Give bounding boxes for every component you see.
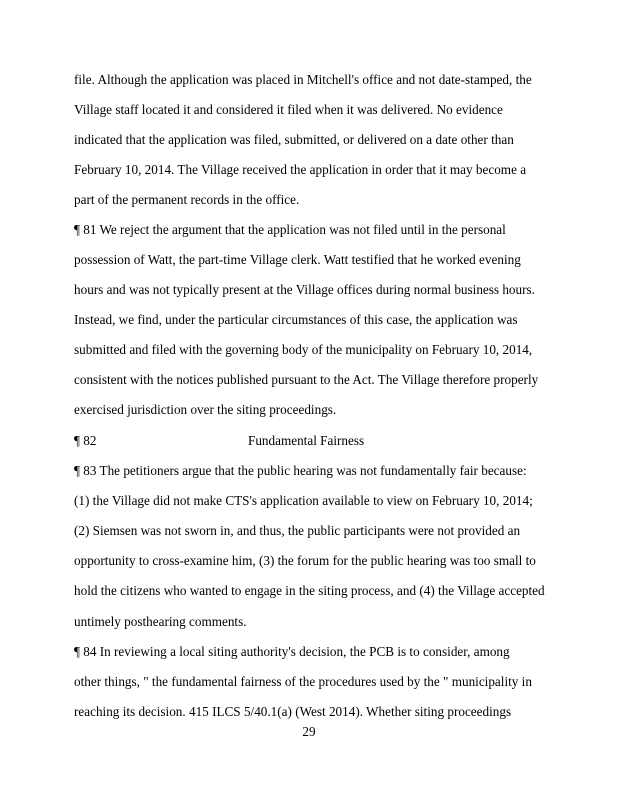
body-line: possession of Watt, the part-time Village clerk. Watt testified that he worked evening	[74, 252, 521, 267]
page-number: 29	[302, 724, 316, 739]
paragraph-81-line: ¶ 81 We reject the argument that the application was not filed until in the personal	[74, 222, 506, 237]
body-line: hold the citizens who wanted to engage in the siting process, and (4) the Village accepted	[74, 583, 545, 598]
body-line: February 10, 2014. The Village received the application in order that it may become a	[74, 162, 527, 177]
paragraph-82-number: ¶ 82	[74, 433, 97, 448]
body-line: hours and was not typically present at the Village offices during normal business hours.	[74, 282, 535, 297]
body-line: reaching its decision. 415 ILCS 5/40.1(a) (West 2014). Whether siting proceedings	[74, 704, 512, 719]
body-line: part of the permanent records in the office.	[74, 192, 300, 207]
body-line: file. Although the application was placed in Mitchell's office and not date-stamped, the	[74, 72, 532, 87]
body-line: other things, " the fundamental fairness of the procedures used by the " municipality in	[74, 674, 532, 689]
body-line: submitted and filed with the governing body of the municipality on February 10, 2014,	[74, 342, 533, 357]
body-line: (2) Siemsen was not sworn in, and thus, the public participants were not provided an	[74, 523, 521, 538]
body-line: Instead, we find, under the particular circumstances of this case, the application was	[74, 312, 518, 327]
body-line: exercised jurisdiction over the siting proceedings.	[74, 402, 337, 417]
body-line: Village staff located it and considered it filed when it was delivered. No evidence	[74, 102, 503, 117]
body-line: opportunity to cross-examine him, (3) the forum for the public hearing was too small to	[74, 553, 536, 568]
body-line: untimely posthearing comments.	[74, 614, 247, 629]
section-heading: Fundamental Fairness	[248, 433, 365, 448]
body-line: consistent with the notices published pursuant to the Act. The Village therefore properly	[74, 372, 539, 387]
body-line: indicated that the application was filed, submitted, or delivered on a date other than	[74, 132, 514, 147]
paragraph-84-line: ¶ 84 In reviewing a local siting authority's decision, the PCB is to consider, among	[74, 644, 510, 659]
body-line: (1) the Village did not make CTS's application available to view on February 10, 2014;	[74, 493, 533, 508]
paragraph-83-line: ¶ 83 The petitioners argue that the public hearing was not fundamentally fair because:	[74, 463, 527, 478]
